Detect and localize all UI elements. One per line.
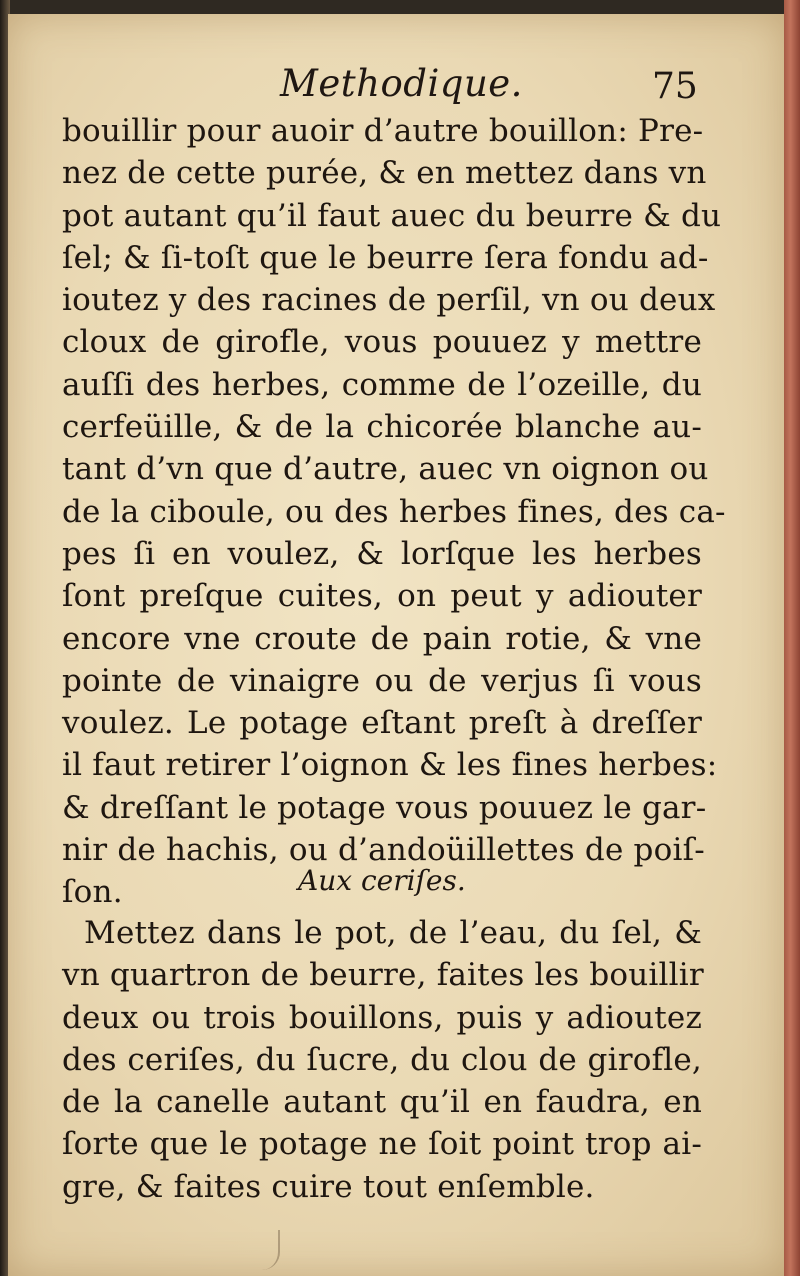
text-line: deux ou trois bouillons, puis y adioutez [62,999,702,1036]
text-line: Mettez dans le pot, de l’eau, du ſel, & [84,915,702,951]
text-line: ſon. [62,874,123,911]
text-line: nez de cette purée, & en mettez dans vn [62,155,707,192]
text-line: cerfeüille, & de la chicorée blanche au- [62,409,702,446]
text-line: bouillir pour auoir d’autre bouillon: Pre- [62,113,704,149]
text-line: encore vne croute de pain rotie, & vne [62,620,702,657]
text-line: ſorte que le potage ne ſoit point trop ai- [62,1126,702,1163]
page-number: 75 [652,66,698,107]
text-line: vn quartron de beurre, faites les bouillir [62,957,704,994]
section-heading-text: Aux ceriſes. [298,864,466,897]
text-line: voulez. Le potage eſtant preſt à dreſſer [62,705,702,742]
text-line: de la canelle autant qu’il en faudra, en [62,1084,702,1121]
ink-smudge-mark [248,1230,280,1270]
text-line: auſſi des herbes, comme de l’ozeille, du [62,366,702,403]
running-head [0,62,800,112]
text-line: & dreſſant le potage vous pouuez le gar- [62,789,707,826]
paragraph-puree-recipe [62,110,726,914]
text-line: il faut retirer l’oignon & les fines herbes: [62,747,718,784]
section-heading [0,862,800,906]
text-line: des ceriſes, du ſucre, du clou de girofle, [62,1041,702,1078]
text-line: nir de hachis, ou d’andoüillettes de poiſ- [62,832,705,869]
text-line: pes ſi en voulez, & lorſque les herbes [62,535,702,572]
text-line: de la ciboule, ou des herbes fines, des ca- [62,493,726,530]
text-line: ioutez y des racines de perſil, vn ou deux [62,282,716,319]
paragraph-cherry-recipe [62,912,702,1208]
text-line: ſel; & ſi-toſt que le beurre ſera fondu ad- [62,239,709,276]
text-line: tant d’vn que d’autre, auec vn oignon ou [62,451,709,488]
text-line: ſont preſque cuites, on peut y adiouter [62,578,702,615]
running-title: Methodique. [280,62,523,105]
text-line: cloux de girofle, vous pouuez y mettre [62,324,702,361]
text-line: pot autant qu’il faut auec du beurre & du [62,197,722,234]
text-line: gre, & faites cuire tout enſemble. [62,1168,595,1205]
red-page-edges [784,0,800,1276]
text-line: pointe de vinaigre ou de verjus ſi vous [62,662,702,699]
